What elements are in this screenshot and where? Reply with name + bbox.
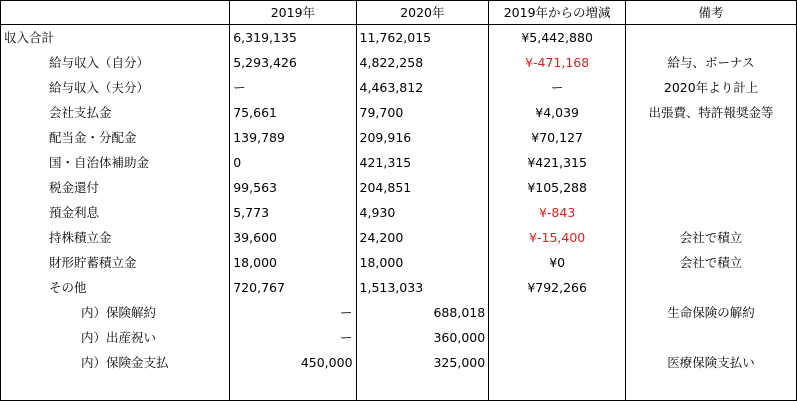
row-note: 会社で積立 [626,250,797,275]
row-note: 医療保険支払い [626,350,797,375]
value-2020: 204,851 [356,175,489,200]
row-label: 配当金・分配金 [1,125,230,150]
value-2020: 325,000 [356,350,489,375]
row-note [626,275,797,300]
value-diff: ¥792,266 [489,275,626,300]
row-note: 会社で積立 [626,225,797,250]
value-2020: 18,000 [356,250,489,275]
row-note: 給与、ボーナス [626,50,797,75]
table-row [1,75,797,100]
value-2019: 5,293,426 [230,50,356,75]
table-row [1,50,797,75]
value-2020 [356,375,489,401]
value-2020: 4,930 [356,200,489,225]
value-diff [489,325,626,350]
value-diff: ¥5,442,880 [489,25,626,51]
value-diff: ¥-471,168 [489,50,626,75]
value-2019: ー [230,325,356,350]
value-2020: 1,513,033 [356,275,489,300]
value-diff: ¥105,288 [489,175,626,200]
table-row [1,125,797,150]
row-note [626,375,797,401]
value-2019: 139,789 [230,125,356,150]
value-2019: 6,319,135 [230,25,356,51]
row-label: 財形貯蓄積立金 [1,250,230,275]
table-row [1,25,797,51]
value-diff [489,350,626,375]
value-2019 [230,375,356,401]
row-note [626,175,797,200]
table-row [1,250,797,275]
row-note: 2020年より計上 [626,75,797,100]
value-diff: ¥421,315 [489,150,626,175]
value-diff [489,300,626,325]
value-diff: ¥0 [489,250,626,275]
row-label: 内）保険解約 [1,300,230,325]
value-diff [489,375,626,401]
row-note [626,150,797,175]
value-2020: 11,762,015 [356,25,489,51]
row-label: 国・自治体補助金 [1,150,230,175]
row-note: 出張費、特許報奨金等 [626,100,797,125]
table-row [1,225,797,250]
header-note: 備考 [626,1,797,25]
row-label: 預金利息 [1,200,230,225]
header-diff: 2019年からの増減 [489,1,626,25]
table-row [1,200,797,225]
value-2019: 39,600 [230,225,356,250]
value-2019: 99,563 [230,175,356,200]
header-2019: 2019年 [230,1,356,25]
value-2020: 688,018 [356,300,489,325]
value-2019: 720,767 [230,275,356,300]
row-note [626,125,797,150]
value-2019: ー [230,300,356,325]
row-note: 生命保険の解約 [626,300,797,325]
row-label: 税金還付 [1,175,230,200]
value-2019: ー [230,75,356,100]
row-note [626,200,797,225]
row-label: 会社支払金 [1,100,230,125]
value-diff: ¥-15,400 [489,225,626,250]
value-2020: 360,000 [356,325,489,350]
table-row [1,175,797,200]
row-label [1,375,230,401]
table-row [1,350,797,375]
value-2020: 79,700 [356,100,489,125]
value-2019: 450,000 [230,350,356,375]
value-diff: ¥4,039 [489,100,626,125]
value-2020: 209,916 [356,125,489,150]
value-diff: ー [489,75,626,100]
value-2019: 75,661 [230,100,356,125]
value-2019: 18,000 [230,250,356,275]
row-label: 給与収入（自分） [1,50,230,75]
value-diff: ¥70,127 [489,125,626,150]
row-note [626,25,797,51]
value-2019: 5,773 [230,200,356,225]
row-label: 収入合計 [1,25,230,51]
header-label [1,1,230,25]
value-2020: 24,200 [356,225,489,250]
row-label: 持株積立金 [1,225,230,250]
value-2020: 421,315 [356,150,489,175]
value-2019: 0 [230,150,356,175]
table-row [1,375,797,401]
table-row [1,325,797,350]
value-diff: ¥-843 [489,200,626,225]
value-2020: 4,463,812 [356,75,489,100]
row-note [626,325,797,350]
header-2020: 2020年 [356,1,489,25]
row-label: 内）出産祝い [1,325,230,350]
row-label: 内）保険金支払 [1,350,230,375]
row-label: その他 [1,275,230,300]
table-row [1,150,797,175]
row-label: 給与収入（夫分） [1,75,230,100]
table-row [1,275,797,300]
value-2020: 4,822,258 [356,50,489,75]
table-row [1,300,797,325]
header-row [1,1,797,25]
table-row [1,100,797,125]
